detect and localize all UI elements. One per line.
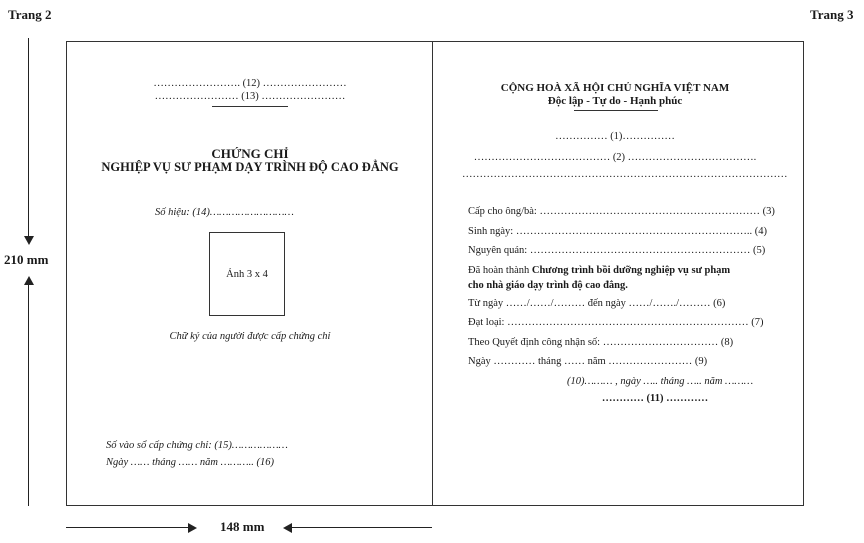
height-arrow-top-line xyxy=(28,38,29,238)
registry-date: Ngày …… tháng …… năm ……….. (16) xyxy=(106,457,275,468)
hometown-field: Nguyên quán: ……………………………………………………… (5) xyxy=(468,245,766,256)
field-line-1: …………… (1)…………… xyxy=(555,131,675,142)
header-underline xyxy=(212,106,288,107)
completed-program-line-1 xyxy=(468,265,730,276)
completed-prefix: Đã hoàn thành xyxy=(468,265,532,276)
photo-label: Ảnh 3 x 4 xyxy=(226,268,268,280)
national-motto: Độc lập - Tự do - Hạnh phúc xyxy=(547,95,683,107)
motto-underline xyxy=(574,110,658,111)
registry-number: Số vào sổ cấp chứng chỉ: (15)……………… xyxy=(106,440,288,451)
serial-number: Số hiệu: (14)……………………… xyxy=(155,207,294,218)
height-dimension-label: 210 mm xyxy=(4,252,49,267)
height-arrowhead-up xyxy=(24,276,34,285)
field-line-2: ………………………………… (2) ………………………………. xyxy=(473,152,757,163)
width-arrow-right-line xyxy=(292,527,432,528)
page-label-right: Trang 3 xyxy=(810,7,854,22)
decision-number-field: Theo Quyết định công nhận số: …………………………… (8) xyxy=(468,337,734,348)
certificate-subtitle: NGHIỆP VỤ SƯ PHẠM DẠY TRÌNH ĐỘ CAO ĐẲNG xyxy=(101,160,399,174)
width-arrowhead-right xyxy=(188,523,197,533)
training-period-field: Từ ngày ……/……/……… đến ngày ……/……./……… (6) xyxy=(468,298,726,309)
grade-field: Đạt loại: …………………………………………………………… (7) xyxy=(468,317,764,328)
certificate-title: CHỨNG CHỈ xyxy=(211,146,289,161)
height-arrowhead-down xyxy=(24,236,34,245)
height-arrow-bottom-line xyxy=(28,284,29,506)
photo-placeholder xyxy=(209,232,285,316)
issued-to-field: Cấp cho ông/bà: ……………………………………………………… (3) xyxy=(468,206,775,217)
page-label-left: Trang 2 xyxy=(8,7,52,22)
width-dimension-label: 148 mm xyxy=(220,519,265,534)
center-fold-line xyxy=(432,41,433,506)
completed-program-name: Chương trình bồi dưỡng nghiệp vụ sư phạm xyxy=(531,265,731,276)
issuing-unit-line-13: …………………… (13) …………………… xyxy=(154,91,346,102)
field-line-2-continued: ………………………………………………………………………………… xyxy=(462,169,788,180)
width-arrowhead-left xyxy=(283,523,292,533)
signer-line: ………… (11) ………… xyxy=(601,393,709,404)
completed-program-line-2: cho nhà giáo dạy trình độ cao đẳng. xyxy=(468,280,628,291)
nation-header: CỘNG HOÀ XÃ HỘI CHỦ NGHĨA VIỆT NAM xyxy=(500,82,730,94)
width-arrow-left-line xyxy=(66,527,190,528)
decision-date-field: Ngày ………… tháng …… năm …………………… (9) xyxy=(468,356,708,367)
date-of-birth-field: Sinh ngày: ………………………………………………………….. (4) xyxy=(468,226,767,237)
holder-signature-caption: Chữ ký của người được cấp chứng chỉ xyxy=(169,331,331,342)
place-and-date-line: (10)……… , ngày ….. tháng ….. năm ……… xyxy=(566,376,754,387)
issuing-authority-line-12: ……………………. (12) …………………… xyxy=(153,78,347,89)
